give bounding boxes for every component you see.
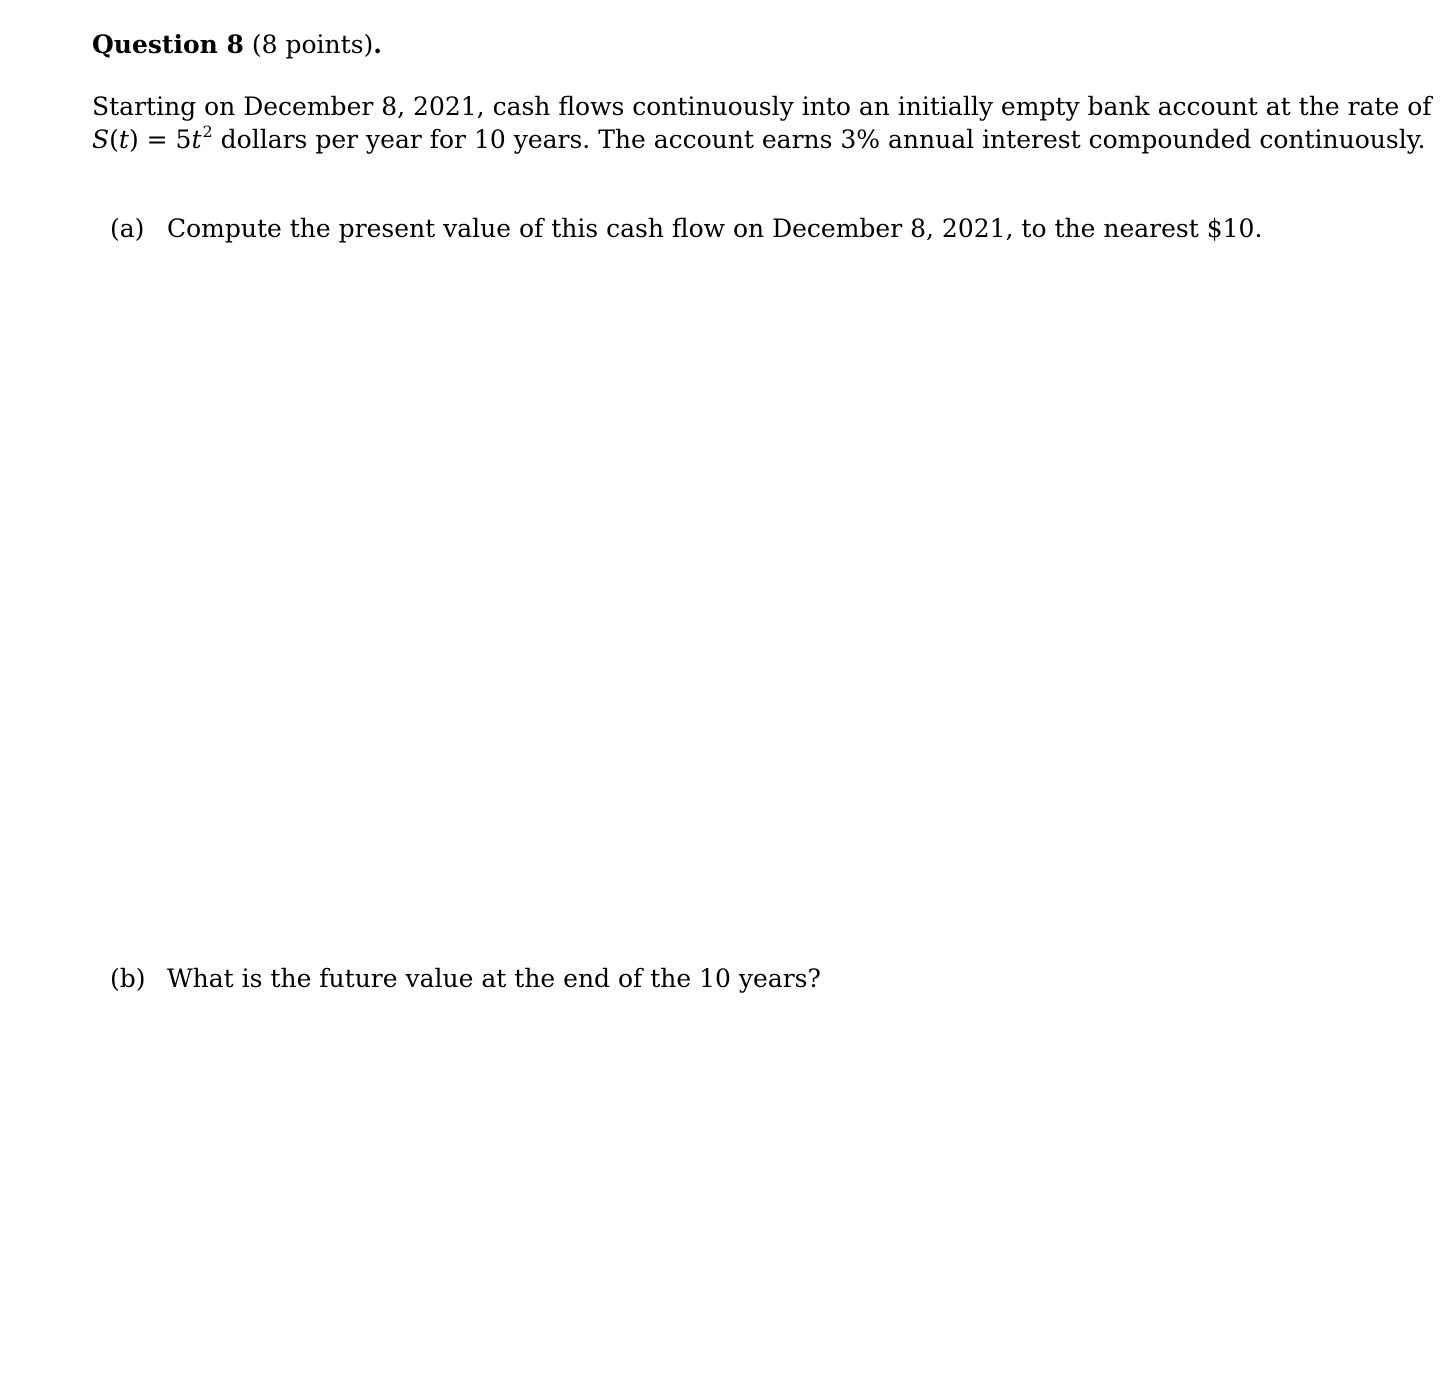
paren-close: ) [128, 125, 139, 154]
question-heading [92, 28, 382, 62]
part-a [110, 212, 1262, 246]
part-b-text: What is the future value at the end of the 10 years? [166, 964, 821, 993]
question-label: Question 8 [92, 30, 244, 59]
part-a-label: (a) [110, 214, 145, 243]
question-statement [92, 90, 1432, 159]
rate-function-name: S [92, 125, 110, 154]
equation-equals: = 5 [138, 125, 192, 154]
paren-open: ( [109, 125, 119, 154]
rate-function-variable: t [118, 125, 129, 154]
question-period: . [373, 30, 382, 59]
part-b-label: (b) [110, 964, 146, 993]
part-b [110, 962, 821, 996]
part-a-text: Compute the present value of this cash flow on December 8, 2021, to the nearest $10. [166, 214, 1263, 243]
statement-line-2-rest: dollars per year for 10 years. The account earns 3% annual interest compounded continuously. [212, 125, 1426, 154]
equation-exponent: 2 [202, 122, 213, 141]
statement-line-2 [92, 122, 1426, 159]
equation-t: t [191, 125, 202, 154]
question-points: (8 points) [251, 30, 374, 59]
statement-line-1: Starting on December 8, 2021, cash flows continuously into an initially empty bank account at the rate of [92, 92, 1432, 121]
